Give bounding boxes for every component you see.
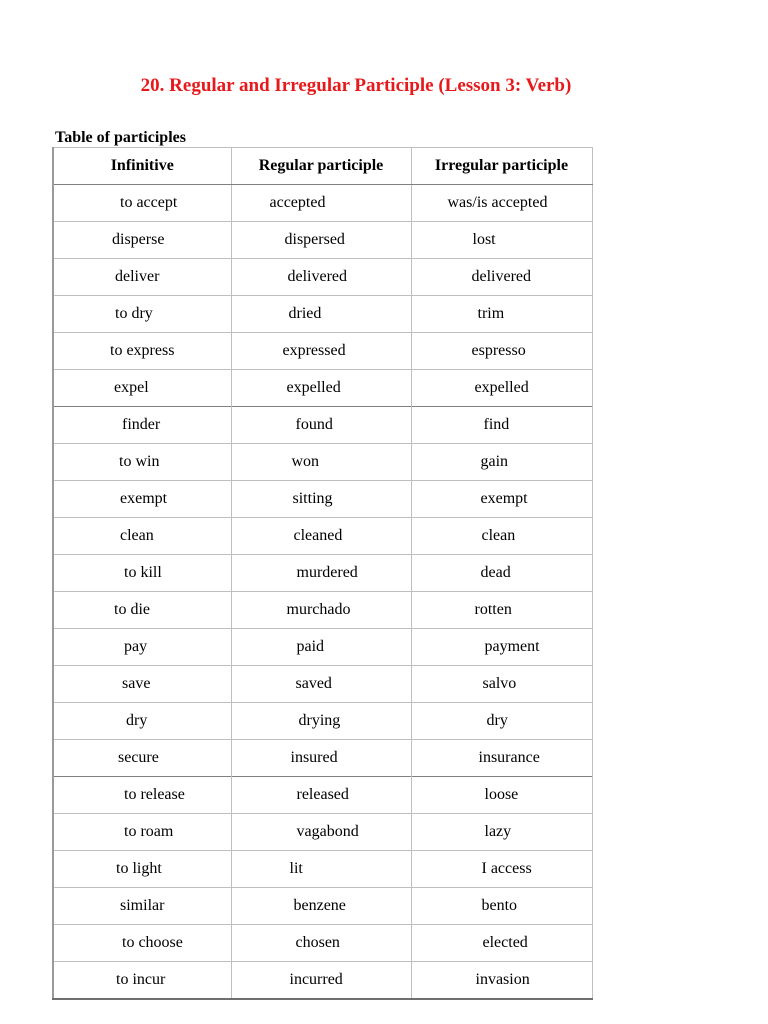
table-row	[53, 592, 592, 629]
table-row	[53, 555, 592, 592]
irregular-participle-cell-text: elected	[482, 934, 528, 951]
regular-participle-cell-text: drying	[298, 712, 341, 729]
irregular-participle-cell	[411, 481, 592, 518]
regular-participle-cell-text: dispersed	[284, 231, 345, 248]
regular-participle-cell-text: released	[296, 786, 349, 803]
infinitive-cell	[53, 592, 231, 629]
irregular-participle-cell	[411, 222, 592, 259]
regular-participle-cell	[231, 851, 411, 888]
infinitive-cell-text: exempt	[120, 490, 168, 507]
table-row	[53, 296, 592, 333]
infinitive-cell	[53, 407, 231, 444]
irregular-participle-cell	[411, 777, 592, 814]
irregular-participle-cell	[411, 851, 592, 888]
irregular-participle-cell	[411, 518, 592, 555]
regular-participle-cell	[231, 518, 411, 555]
participle-table	[52, 147, 593, 1000]
regular-participle-cell	[231, 888, 411, 925]
infinitive-cell-text: to incur	[116, 971, 166, 988]
table-body	[53, 185, 592, 1000]
irregular-participle-cell-text: I access	[481, 860, 532, 877]
regular-participle-cell-text: expressed	[282, 342, 346, 359]
table-row	[53, 777, 592, 814]
regular-participle-cell-text: sitting	[292, 490, 333, 507]
infinitive-cell	[53, 444, 231, 481]
infinitive-cell-text: pay	[124, 638, 148, 655]
irregular-participle-cell	[411, 296, 592, 333]
table-row	[53, 444, 592, 481]
page-title: 20. Regular and Irregular Participle (Lesson 3: Verb)	[140, 75, 572, 96]
irregular-participle-cell	[411, 407, 592, 444]
infinitive-cell	[53, 962, 231, 1000]
header-regular-participle: Regular participle	[231, 148, 411, 185]
table-header-row	[53, 148, 592, 185]
infinitive-cell	[53, 777, 231, 814]
regular-participle-cell	[231, 444, 411, 481]
regular-participle-cell-text: dried	[288, 305, 322, 322]
regular-participle-cell	[231, 370, 411, 407]
table-row	[53, 925, 592, 962]
infinitive-cell-text: expel	[114, 379, 149, 396]
table-row	[53, 740, 592, 777]
infinitive-cell	[53, 703, 231, 740]
infinitive-cell-text: to release	[124, 786, 185, 803]
irregular-participle-cell	[411, 888, 592, 925]
regular-participle-cell-text: accepted	[269, 194, 326, 211]
infinitive-cell-text: to win	[119, 453, 160, 470]
regular-participle-cell-text: murdered	[296, 564, 358, 581]
irregular-participle-cell	[411, 592, 592, 629]
regular-participle-cell-text: won	[291, 453, 320, 470]
table-row	[53, 259, 592, 296]
irregular-participle-cell-text: rotten	[474, 601, 512, 618]
regular-participle-cell-text: paid	[296, 638, 325, 655]
irregular-participle-cell-text: was/is accepted	[447, 194, 548, 211]
regular-participle-cell	[231, 407, 411, 444]
irregular-participle-cell	[411, 629, 592, 666]
infinitive-cell	[53, 185, 231, 222]
infinitive-cell	[53, 851, 231, 888]
irregular-participle-cell	[411, 814, 592, 851]
infinitive-cell-text: dry	[126, 712, 148, 729]
irregular-participle-cell-text: expelled	[474, 379, 529, 396]
table-row	[53, 962, 592, 1000]
regular-participle-cell	[231, 592, 411, 629]
irregular-participle-cell	[411, 740, 592, 777]
irregular-participle-cell-text: invasion	[475, 971, 530, 988]
table-row	[53, 518, 592, 555]
regular-participle-cell-text: chosen	[295, 934, 340, 951]
irregular-participle-cell-text: payment	[484, 638, 540, 655]
irregular-participle-cell-text: gain	[480, 453, 509, 470]
regular-participle-cell-text: lit	[289, 860, 303, 877]
irregular-participle-cell-text: insurance	[478, 749, 540, 766]
regular-participle-cell	[231, 962, 411, 1000]
table-row	[53, 703, 592, 740]
infinitive-cell-text: similar	[120, 897, 165, 914]
regular-participle-cell-text: incurred	[289, 971, 343, 988]
infinitive-cell-text: clean	[120, 527, 154, 544]
infinitive-cell	[53, 814, 231, 851]
infinitive-cell	[53, 740, 231, 777]
regular-participle-cell	[231, 925, 411, 962]
irregular-participle-cell-text: find	[483, 416, 510, 433]
irregular-participle-cell-text: bento	[481, 897, 518, 914]
table-row	[53, 185, 592, 222]
irregular-participle-cell-text: trim	[477, 305, 505, 322]
infinitive-cell-text: to dry	[115, 305, 153, 322]
irregular-participle-cell-text: dry	[486, 712, 508, 729]
regular-participle-cell	[231, 814, 411, 851]
regular-participle-cell-text: cleaned	[293, 527, 343, 544]
irregular-participle-cell-text: lazy	[484, 823, 512, 840]
table-caption: Table of participles	[55, 129, 186, 146]
regular-participle-cell	[231, 703, 411, 740]
infinitive-cell	[53, 259, 231, 296]
irregular-participle-cell	[411, 333, 592, 370]
infinitive-cell	[53, 296, 231, 333]
table-row	[53, 222, 592, 259]
table-row	[53, 333, 592, 370]
table-row	[53, 481, 592, 518]
regular-participle-cell	[231, 740, 411, 777]
regular-participle-cell-text: saved	[295, 675, 332, 692]
regular-participle-cell	[231, 629, 411, 666]
table-row	[53, 370, 592, 407]
header-irregular-participle: Irregular participle	[411, 148, 592, 185]
irregular-participle-cell	[411, 444, 592, 481]
infinitive-cell-text: to die	[114, 601, 150, 618]
infinitive-cell	[53, 333, 231, 370]
infinitive-cell-text: secure	[118, 749, 159, 766]
irregular-participle-cell-text: dead	[480, 564, 511, 581]
table-row	[53, 629, 592, 666]
irregular-participle-cell-text: lost	[472, 231, 496, 248]
regular-participle-cell-text: found	[295, 416, 333, 433]
irregular-participle-cell	[411, 925, 592, 962]
irregular-participle-cell-text: salvo	[482, 675, 517, 692]
infinitive-cell	[53, 629, 231, 666]
irregular-participle-cell	[411, 703, 592, 740]
infinitive-cell	[53, 481, 231, 518]
infinitive-cell-text: to accept	[120, 194, 178, 211]
infinitive-cell	[53, 555, 231, 592]
infinitive-cell	[53, 370, 231, 407]
irregular-participle-cell	[411, 370, 592, 407]
infinitive-cell-text: to light	[116, 860, 162, 877]
irregular-participle-cell-text: loose	[484, 786, 519, 803]
regular-participle-cell-text: benzene	[293, 897, 346, 914]
table-row	[53, 666, 592, 703]
irregular-participle-cell-text: clean	[481, 527, 516, 544]
infinitive-cell-text: finder	[122, 416, 161, 433]
regular-participle-cell	[231, 777, 411, 814]
regular-participle-cell	[231, 666, 411, 703]
regular-participle-cell	[231, 222, 411, 259]
irregular-participle-cell	[411, 962, 592, 1000]
infinitive-cell-text: to choose	[122, 934, 183, 951]
regular-participle-cell-text: vagabond	[296, 823, 359, 840]
infinitive-cell-text: deliver	[115, 268, 160, 285]
table-row	[53, 851, 592, 888]
infinitive-cell-text: disperse	[112, 231, 165, 248]
infinitive-cell	[53, 666, 231, 703]
table-row	[53, 814, 592, 851]
header-infinitive: Infinitive	[53, 148, 231, 185]
regular-participle-cell	[231, 333, 411, 370]
infinitive-cell-text: to express	[110, 342, 175, 359]
irregular-participle-cell	[411, 666, 592, 703]
regular-participle-cell	[231, 185, 411, 222]
infinitive-cell	[53, 888, 231, 925]
irregular-participle-cell-text: espresso	[471, 342, 526, 359]
table-row	[53, 888, 592, 925]
infinitive-cell	[53, 518, 231, 555]
infinitive-cell	[53, 925, 231, 962]
table-row	[53, 407, 592, 444]
regular-participle-cell-text: murchado	[286, 601, 351, 618]
regular-participle-cell-text: delivered	[287, 268, 348, 285]
infinitive-cell-text: to kill	[124, 564, 162, 581]
regular-participle-cell	[231, 259, 411, 296]
regular-participle-cell	[231, 481, 411, 518]
infinitive-cell-text: to roam	[124, 823, 174, 840]
regular-participle-cell-text: insured	[290, 749, 338, 766]
irregular-participle-cell	[411, 185, 592, 222]
irregular-participle-cell-text: delivered	[471, 268, 532, 285]
regular-participle-cell	[231, 555, 411, 592]
infinitive-cell	[53, 222, 231, 259]
irregular-participle-cell	[411, 259, 592, 296]
regular-participle-cell	[231, 296, 411, 333]
regular-participle-cell-text: expelled	[286, 379, 341, 396]
irregular-participle-cell-text: exempt	[480, 490, 528, 507]
irregular-participle-cell	[411, 555, 592, 592]
infinitive-cell-text: save	[122, 675, 151, 692]
